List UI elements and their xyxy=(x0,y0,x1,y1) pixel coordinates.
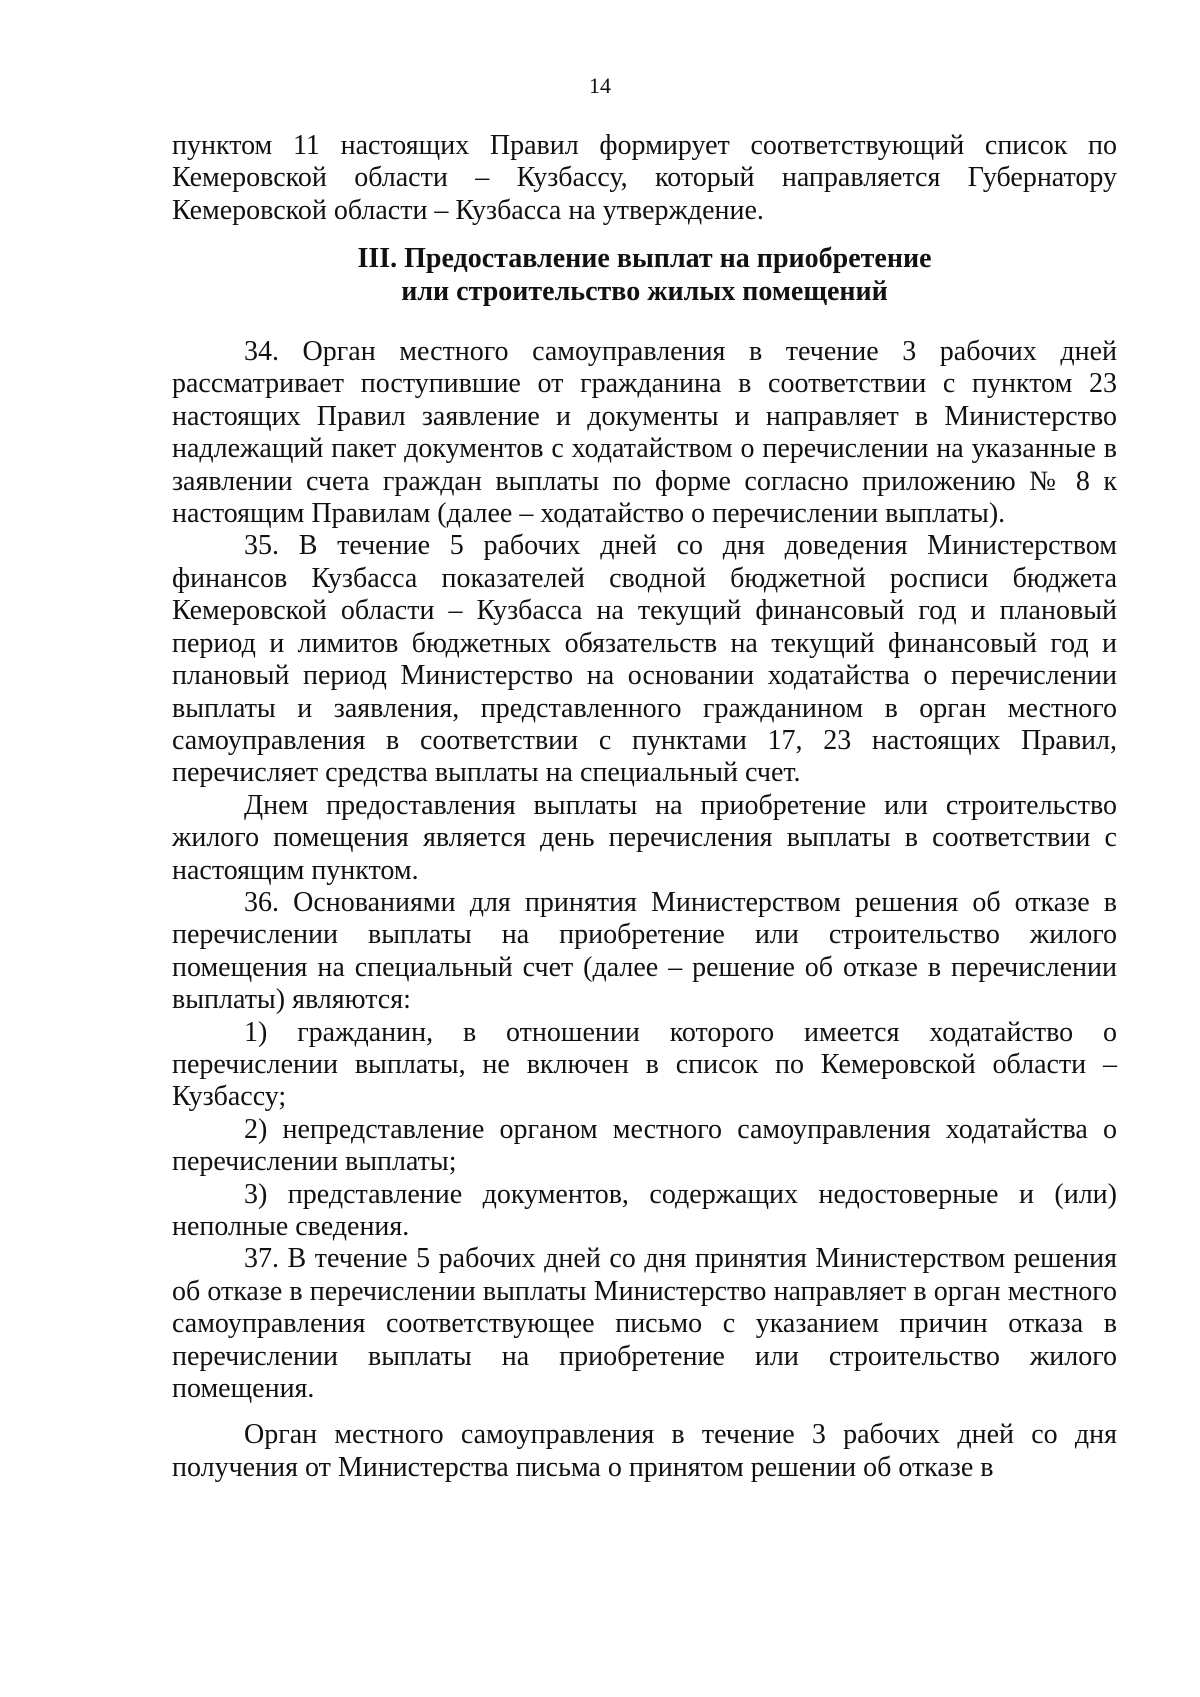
section-heading-line-2: или строительство жилых помещений xyxy=(401,275,888,307)
paragraph-36: 36. Основаниями для принятия Министерством решения об отказе в перечислении выплаты на приобретение или строительство жилого помещения на специальный счет (далее – решение об отказе в перечислении выплаты) являются: xyxy=(172,886,1117,1016)
paragraph-34: 34. Орган местного самоуправления в течение 3 рабочих дней рассматривает поступившие от гражданина в соответствии с пунктом 23 настоящих Правил заявление и документы и направляет в Министерство надлежащий пакет документов с ходатайством о перечислении на указанные в заявлении счета граждан выплаты по форме согласно приложению № 8 к настоящим Правилам (далее – ходатайство о перечислении выплаты). xyxy=(172,336,1117,530)
paragraph-35-continued: Днем предоставления выплаты на приобретение или строительство жилого помещения является день перечисления выплаты в соответствии с настоящим пунктом. xyxy=(172,789,1117,886)
section-heading xyxy=(172,243,1117,308)
paragraph-37-continued: Орган местного самоуправления в течение 3 рабочих дней со дня получения от Министерства письма о принятом решении об отказе в xyxy=(172,1419,1117,1483)
list-item-2: 2) непредставление органом местного самоуправления ходатайства о перечислении выплаты; xyxy=(172,1113,1117,1178)
page-number: 14 xyxy=(589,73,611,98)
list-item-3: 3) представление документов, содержащих недостоверные и (или) неполные сведения. xyxy=(172,1178,1117,1242)
intro-paragraph: пунктом 11 настоящих Правил формирует соответствующий список по Кемеровской области – Кузбассу, который направляется Губернатору Кемеровской области – Кузбасса на утверждение. xyxy=(172,130,1117,226)
document-body xyxy=(172,130,1117,1484)
list-item-1: 1) гражданин, в отношении которого имеется ходатайство о перечислении выплаты, не включен в список по Кемеровской области – Кузбассу; xyxy=(172,1016,1117,1113)
section-heading-line-1: III. Предоставление выплат на приобретение xyxy=(357,243,932,275)
paragraph-37: 37. В течение 5 рабочих дней со дня принятия Министерством решения об отказе в перечислении выплаты Министерство направляет в орган местного самоуправления соответствующее письмо с указанием причин отказа в перечислении выплаты на приобретение или строительство жилого помещения. xyxy=(172,1243,1117,1405)
paragraph-35: 35. В течение 5 рабочих дней со дня доведения Министерством финансов Кузбасса показателей сводной бюджетной росписи бюджета Кемеровской области – Кузбасса на текущий финансовый год и плановый период и лимитов бюджетных обязательств на текущий финансовый год и плановый период Министерство на основании ходатайства о перечислении выплаты и заявления, представленного гражданином в орган местного самоуправления в соответствии с пунктами 17, 23 настоящих Правил, перечисляет средства выплаты на специальный счет. xyxy=(172,530,1117,789)
